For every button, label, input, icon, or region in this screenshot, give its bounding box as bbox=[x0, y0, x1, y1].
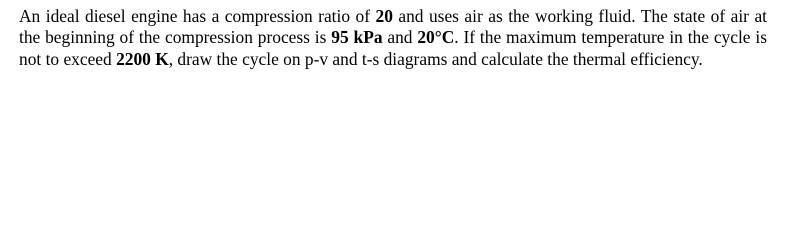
problem-text-1: An ideal diesel engine has a compression ratio of bbox=[19, 6, 376, 26]
problem-statement bbox=[19, 6, 767, 70]
problem-text-4: . If the maximum temperature in the cycle is not to exceed bbox=[19, 27, 767, 69]
problem-text-5: , draw the cycle on p-v and t-s diagrams and calculate the thermal efficiency. bbox=[168, 48, 703, 69]
compression-ratio-value: 20 bbox=[375, 6, 393, 26]
initial-pressure-value: 95 kPa bbox=[331, 27, 383, 48]
max-temperature-value: 2200 K bbox=[116, 48, 169, 69]
problem-text-2: and uses air as the working fluid. The state of air at the beginning of the compression process is bbox=[19, 6, 767, 48]
problem-text-3: and bbox=[382, 27, 418, 48]
initial-temperature-value: 20°C bbox=[417, 27, 455, 48]
